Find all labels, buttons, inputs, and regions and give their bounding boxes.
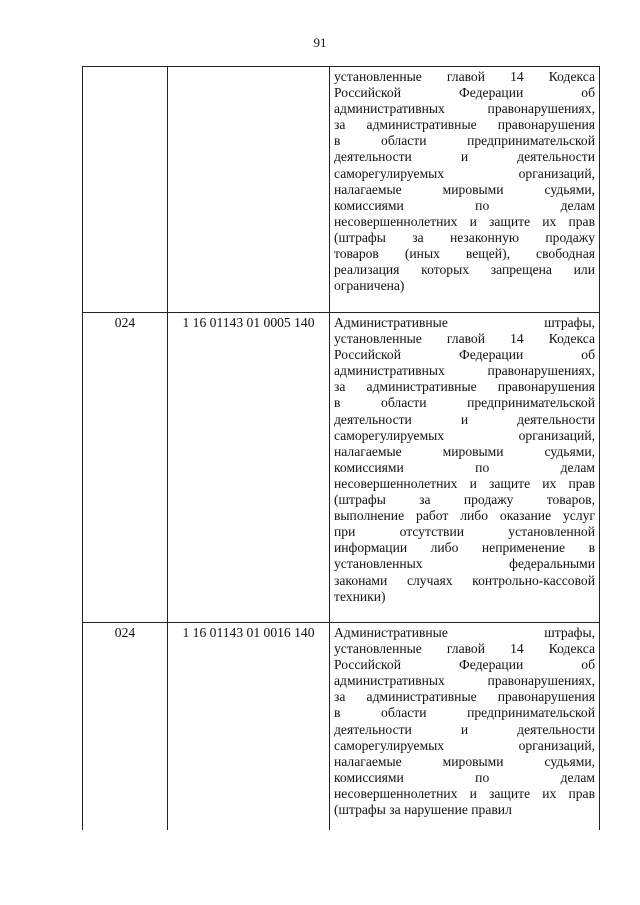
- description-line: за административные правонарушения: [334, 379, 595, 395]
- description-line: саморегулируемых организаций,: [334, 427, 595, 443]
- description-line: в области предпринимательской: [334, 395, 595, 411]
- description-line: при отсутствии установленной: [334, 524, 595, 540]
- description-line: деятельности и деятельности: [334, 149, 595, 165]
- description-line: информации либо неприменение в: [334, 540, 595, 556]
- kbk-code-cell: [168, 67, 330, 313]
- description-line: Административные штрафы,: [334, 315, 595, 330]
- description-line: установленные главой 14 Кодекса: [334, 69, 595, 84]
- admin-code-cell: 024: [83, 623, 168, 831]
- description-cell: [330, 67, 600, 313]
- description-line: Российской Федерации об: [334, 657, 595, 673]
- description-line: административных правонарушениях,: [334, 101, 595, 117]
- description-line: налагаемые мировыми судьями,: [334, 181, 595, 197]
- description-line: деятельности и деятельности: [334, 411, 595, 427]
- description-line: законами случаях контрольно-кассовой: [334, 572, 595, 588]
- description-line: несовершеннолетних и защите их прав: [334, 785, 595, 801]
- description-cell: [330, 623, 600, 831]
- description-line: товаров (иных вещей), свободная: [334, 246, 595, 262]
- description-line: налагаемые мировыми судьями,: [334, 443, 595, 459]
- description-line: установленные главой 14 Кодекса: [334, 641, 595, 657]
- description-line: комиссиями по делам: [334, 769, 595, 785]
- description-line: (штрафы за продажу товаров,: [334, 492, 595, 508]
- description-line: в области предпринимательской: [334, 133, 595, 149]
- description-line: за административные правонарушения: [334, 689, 595, 705]
- description-line: административных правонарушениях,: [334, 673, 595, 689]
- description-line: установленных федеральными: [334, 556, 595, 572]
- table-row: [83, 313, 600, 623]
- description-line: комиссиями по делам: [334, 459, 595, 475]
- description-line: техники): [334, 588, 386, 604]
- description-line: выполнение работ либо оказание услуг: [334, 508, 595, 524]
- description-line: несовершеннолетних и защите их прав: [334, 475, 595, 491]
- description-cell: [330, 313, 600, 623]
- description-line: налагаемые мировыми судьями,: [334, 753, 595, 769]
- description-line: установленные главой 14 Кодекса: [334, 331, 595, 347]
- table-row: [83, 67, 600, 313]
- description-line: (штрафы за нарушение правил: [334, 802, 512, 818]
- kbk-code-cell: 1 16 01143 01 0005 140: [168, 313, 330, 623]
- description-line: Российской Федерации об: [334, 85, 595, 101]
- kbk-code-cell: 1 16 01143 01 0016 140: [168, 623, 330, 831]
- description-line: саморегулируемых организаций,: [334, 737, 595, 753]
- description-line: за административные правонарушения: [334, 117, 595, 133]
- description-line: административных правонарушениях,: [334, 363, 595, 379]
- description-line: Российской Федерации об: [334, 347, 595, 363]
- description-line: ограничена): [334, 278, 405, 294]
- description-line: в области предпринимательской: [334, 705, 595, 721]
- description-line: деятельности и деятельности: [334, 721, 595, 737]
- admin-code-cell: [83, 67, 168, 313]
- description-line: реализация которых запрещена или: [334, 262, 595, 278]
- description-line: несовершеннолетних и защите их прав: [334, 213, 595, 229]
- table-row: [83, 623, 600, 831]
- page-number: 91: [313, 35, 327, 50]
- budget-classification-table: [82, 66, 600, 830]
- description-line: саморегулируемых организаций,: [334, 165, 595, 181]
- description-line: (штрафы за незаконную продажу: [334, 229, 595, 245]
- admin-code-cell: 024: [83, 313, 168, 623]
- description-line: комиссиями по делам: [334, 197, 595, 213]
- description-line: Административные штрафы,: [334, 625, 595, 640]
